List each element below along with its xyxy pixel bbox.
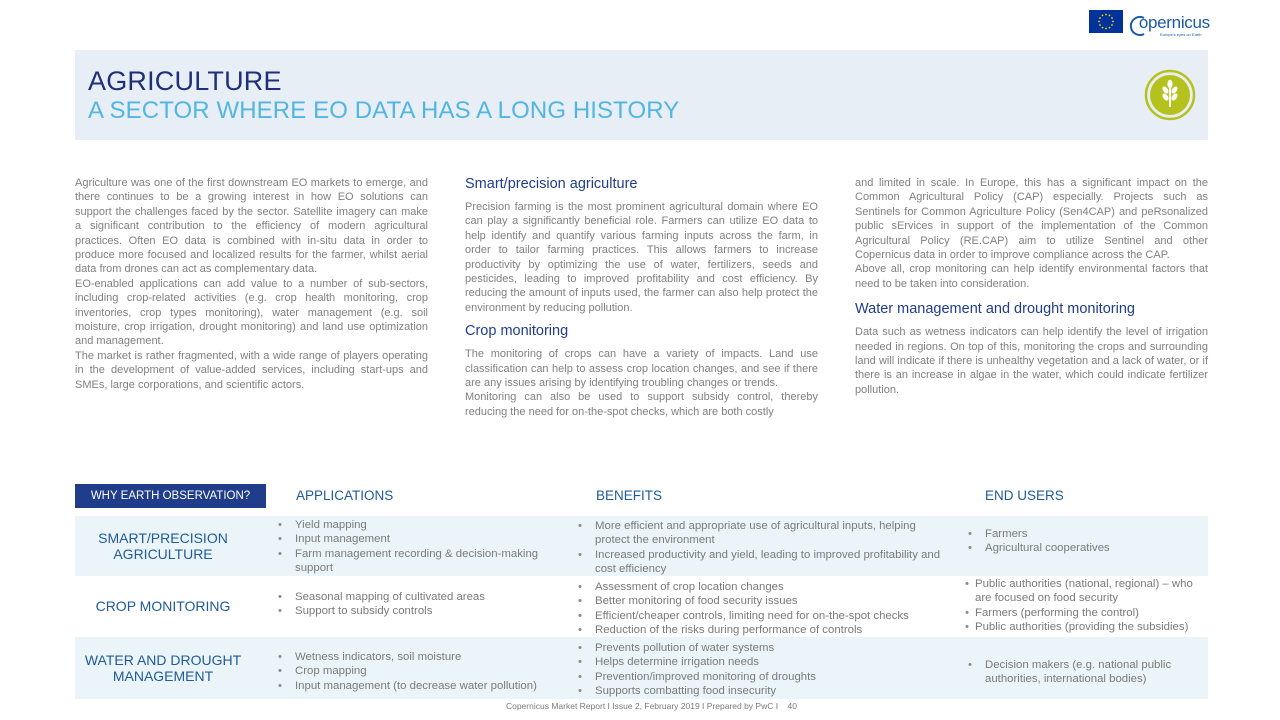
list-item: • Agricultural cooperatives bbox=[966, 541, 1206, 555]
wheat-icon bbox=[1144, 69, 1196, 121]
right-column bbox=[855, 176, 1208, 397]
row-label: WATER AND DROUGHT MANAGEMENT bbox=[84, 651, 242, 684]
list-item: • Decision makers (e.g. national public authorities, international bodies) bbox=[966, 658, 1206, 687]
benefits-header: BENEFITS bbox=[596, 488, 663, 503]
intro-column bbox=[75, 176, 428, 392]
list-item: • Yield mapping bbox=[276, 518, 566, 532]
crop-monitoring-paragraph-2: Monitoring can also be used to support subsidy control, thereby reducing the need for on-the-spot checks, which are both costly bbox=[465, 391, 818, 418]
water-management-paragraph: Data such as wetness indicators can help identify the level of irrigation needed in regions. On top of this, monitoring the crops and surrounding land will indicate if there is unhealthy vegetation and a lack of water, or if there is an increase in algae in the water, which could indicate fertilizer pollution. bbox=[855, 326, 1208, 396]
intro-paragraph-3: The market is rather fragmented, with a wide range of players operating in the development of value-added services, including start-ups and SMEs, large corporations, and scientific actors. bbox=[75, 349, 428, 391]
page-number: 40 bbox=[787, 701, 798, 711]
copernicus-logo bbox=[1130, 11, 1210, 37]
smart-agriculture-heading: Smart/precision agriculture bbox=[465, 176, 638, 192]
table-row-crop-monitoring bbox=[75, 576, 1208, 637]
why-earth-observation-label: WHY EARTH OBSERVATION? bbox=[75, 484, 266, 508]
copernicus-wordmark: opernicus bbox=[1130, 13, 1210, 32]
benefits-list bbox=[576, 641, 946, 698]
list-item: • Prevention/improved monitoring of droughts bbox=[576, 670, 946, 684]
benefits-list bbox=[576, 519, 946, 576]
list-item: • Input management (to decrease water pollution) bbox=[276, 679, 566, 693]
list-item: • Helps determine irrigation needs bbox=[576, 655, 946, 669]
list-item: • Better monitoring of food security issues bbox=[576, 594, 946, 608]
applications-list bbox=[276, 518, 566, 575]
end-users-list bbox=[966, 527, 1206, 556]
row-label: CROP MONITORING bbox=[95, 598, 231, 615]
list-item: • Public authorities (national, regional) – who are focused on food security bbox=[965, 577, 1208, 606]
page-subtitle: A SECTOR WHERE EO DATA HAS A LONG HISTORY bbox=[88, 97, 680, 124]
list-item: • Farmers bbox=[966, 527, 1206, 541]
list-item: • Farm management recording & decision-making support bbox=[276, 547, 566, 576]
table-row-water-management bbox=[75, 637, 1208, 699]
list-item: • Input management bbox=[276, 532, 566, 546]
crop-monitoring-paragraph-3: and limited in scale. In Europe, this has a significant impact on the Common Agricultural Policy (CAP) especially. Projects such as Sentinels for Common Agriculture Policy (Sen4CAP) and peRsonalized public sErvices in support of the implementation of the Common Agricultural Policy (RE.CAP) aim to utilize Sentinel and other Copernicus data in order to improve compliance across the CAP. bbox=[855, 177, 1208, 262]
header-band bbox=[75, 50, 1208, 140]
page-footer bbox=[0, 701, 1280, 711]
page-title: AGRICULTURE bbox=[88, 66, 282, 96]
benefits-list bbox=[576, 580, 946, 637]
smart-agriculture-paragraph: Precision farming is the most prominent agricultural domain where EO can play a significantly beneficial role. Farmers can utilize EO data to help identify and quantify various farming inputs across the farm, in order to tailor farming practices. This allows farmers to increase productivity by optimizing the use of water, fertilizers, seeds and pesticides, leading to improved profitability and cost efficiency. By reducing the amount of inputs used, the farmer can also help protect the environment by reducing pollution. bbox=[465, 201, 818, 314]
eu-flag-icon bbox=[1089, 10, 1123, 33]
list-item: • Farmers (performing the control) bbox=[965, 606, 1208, 620]
copernicus-tagline: Europe's eyes on Earth bbox=[1160, 32, 1202, 37]
water-management-heading: Water management and drought monitoring bbox=[855, 301, 1135, 318]
middle-column bbox=[465, 176, 818, 419]
list-item: • Supports combatting food insecurity bbox=[576, 684, 946, 698]
list-item: • Efficient/cheaper controls, limiting need for on-the-spot checks bbox=[576, 609, 946, 623]
applications-list bbox=[276, 590, 566, 619]
end-users-list bbox=[966, 658, 1206, 687]
end-users-list bbox=[965, 577, 1208, 634]
footer-text: Copernicus Market Report I Issue 2, February 2019 I Prepared by PwC I bbox=[505, 701, 779, 711]
crop-monitoring-heading: Crop monitoring bbox=[465, 323, 569, 340]
table-row-smart-agriculture bbox=[75, 516, 1208, 576]
list-item: • Reduction of the risks during performance of controls bbox=[576, 623, 946, 637]
list-item: • Wetness indicators, soil moisture bbox=[276, 650, 566, 664]
list-item: • Public authorities (providing the subsidies) bbox=[965, 620, 1208, 634]
intro-paragraph-1: Agriculture was one of the first downstream EO markets to emerge, and there continues to be a growing interest in how EO solutions can support the challenges faced by the sector. Satellite imagery can make a significant contribution to the efficiency of modern agricultural practices. Often EO data is combined with in-situ data in order to produce more focused and localized results for the farmer, whilst aerial data from drones can act as complementary data. bbox=[75, 177, 428, 276]
list-item: • Increased productivity and yield, leading to improved profitability and cost efficiency bbox=[576, 548, 946, 577]
list-item: • More efficient and appropriate use of agricultural inputs, helping protect the environment bbox=[576, 519, 946, 548]
list-item: • Prevents pollution of water systems bbox=[576, 641, 946, 655]
list-item: • Assessment of crop location changes bbox=[576, 580, 946, 594]
intro-paragraph-2: EO-enabled applications can add value to a number of sub-sectors, including crop-related activities (e.g. crop health monitoring, crop inventories, crop types monitoring), water management (e.g. soil moisture, crop irrigation, drought monitoring) and land use optimization and management. bbox=[75, 277, 428, 348]
list-item: • Crop mapping bbox=[276, 664, 566, 678]
row-label: SMART/PRECISION AGRICULTURE bbox=[98, 529, 228, 562]
list-item: • Seasonal mapping of cultivated areas bbox=[276, 590, 566, 604]
crop-monitoring-paragraph-1: The monitoring of crops can have a variety of impacts. Land use classification can help to assess crop location changes, and see if there are any issues arising by identifying troubling changes or trends. bbox=[465, 348, 818, 390]
crop-monitoring-paragraph-4: Above all, crop monitoring can help identify environmental factors that need to be taken into consideration. bbox=[855, 263, 1208, 290]
list-item: • Support to subsidy controls bbox=[276, 604, 566, 618]
applications-list bbox=[276, 650, 566, 693]
end-users-header: END USERS bbox=[985, 488, 1064, 503]
applications-header: APPLICATIONS bbox=[296, 488, 394, 503]
